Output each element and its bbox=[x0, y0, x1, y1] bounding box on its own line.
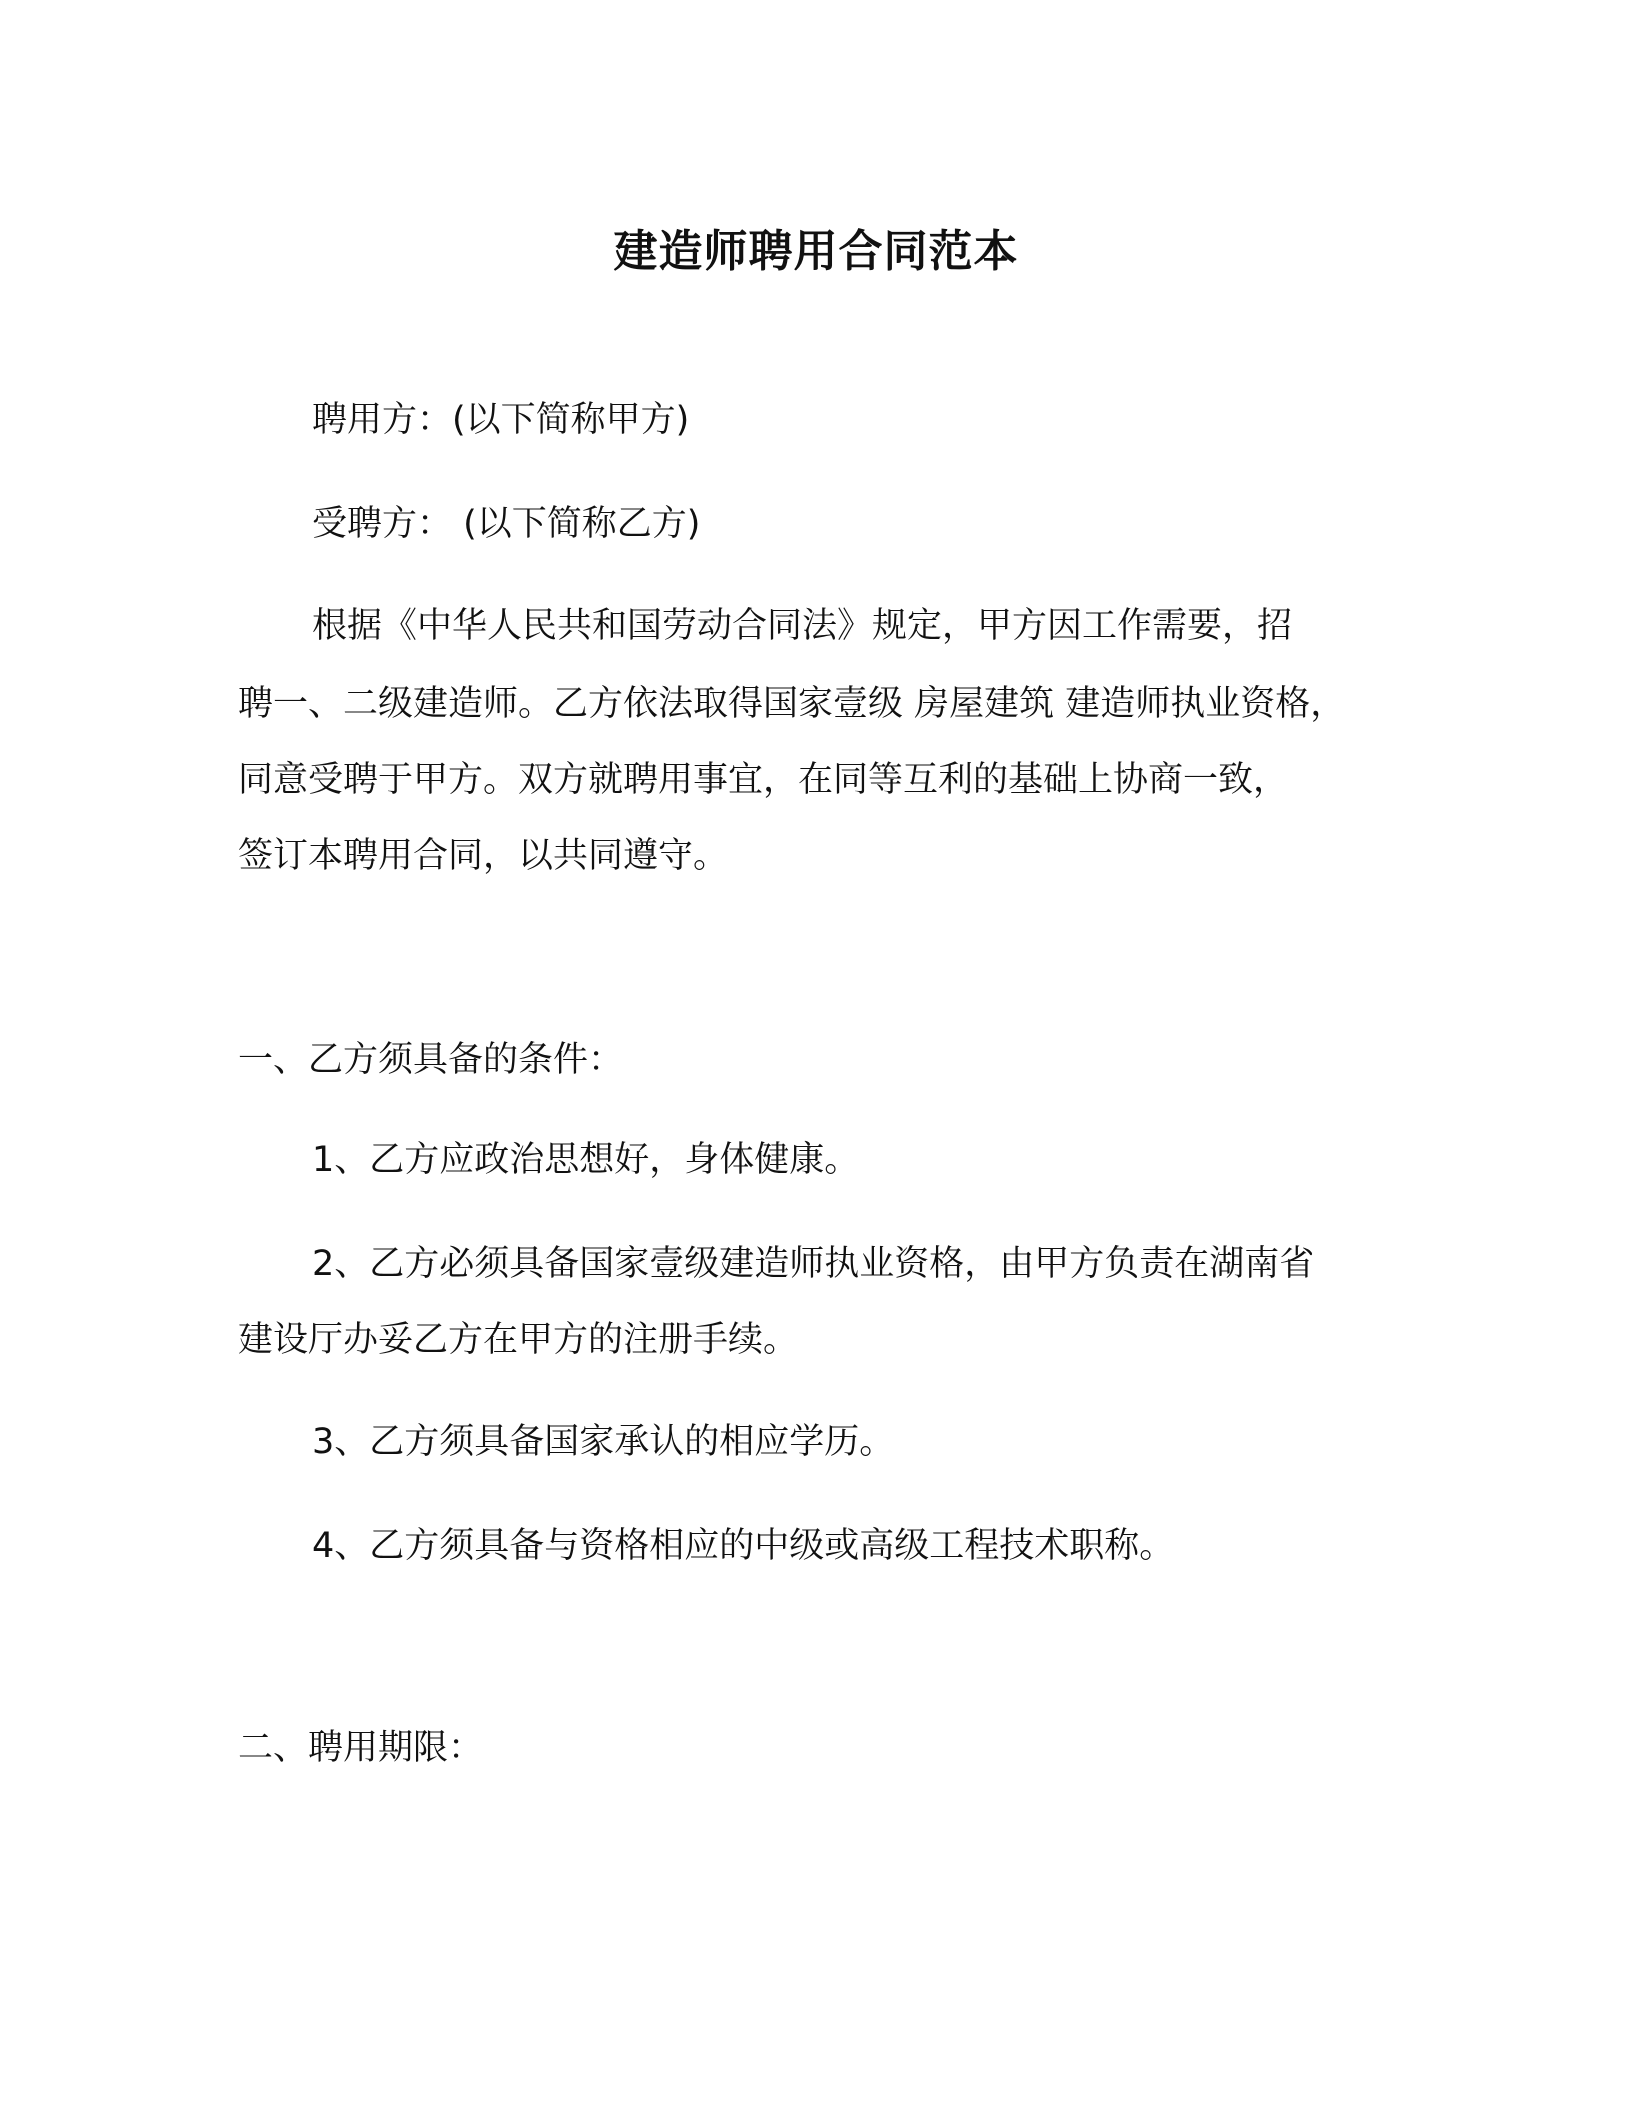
document-title: 建造师聘用合同范本 bbox=[613, 226, 1019, 277]
intro-line-3: 同意受聘于甲方。双方就聘用事宜，在同等互利的基础上协商一致， bbox=[238, 760, 1289, 800]
intro-line-2: 聘一、二级建造师。乙方依法取得国家壹级 房屋建筑 建造师执业资格， bbox=[238, 684, 1346, 724]
section-1-item-1: 1、乙方应政治思想好，身体健康。 bbox=[312, 1140, 860, 1180]
section-1-item-3: 3、乙方须具备国家承认的相应学历。 bbox=[312, 1422, 895, 1462]
section-2-heading: 二、聘用期限： bbox=[238, 1728, 484, 1768]
employer-line: 聘用方：(以下简称甲方) bbox=[312, 400, 690, 440]
section-1-item-2-continued: 建设厅办妥乙方在甲方的注册手续。 bbox=[238, 1320, 799, 1360]
section-1-item-2: 2、乙方必须具备国家壹级建造师执业资格，由甲方负责在湖南省 bbox=[312, 1244, 1315, 1284]
intro-line-4: 签订本聘用合同，以共同遵守。 bbox=[238, 836, 729, 876]
intro-line-1: 根据《中华人民共和国劳动合同法》规定，甲方因工作需要，招 bbox=[312, 606, 1293, 646]
section-1-item-4: 4、乙方须具备与资格相应的中级或高级工程技术职称。 bbox=[312, 1526, 1175, 1566]
employee-line: 受聘方： (以下简称乙方) bbox=[312, 504, 701, 544]
section-1-heading: 一、乙方须具备的条件： bbox=[238, 1040, 624, 1080]
